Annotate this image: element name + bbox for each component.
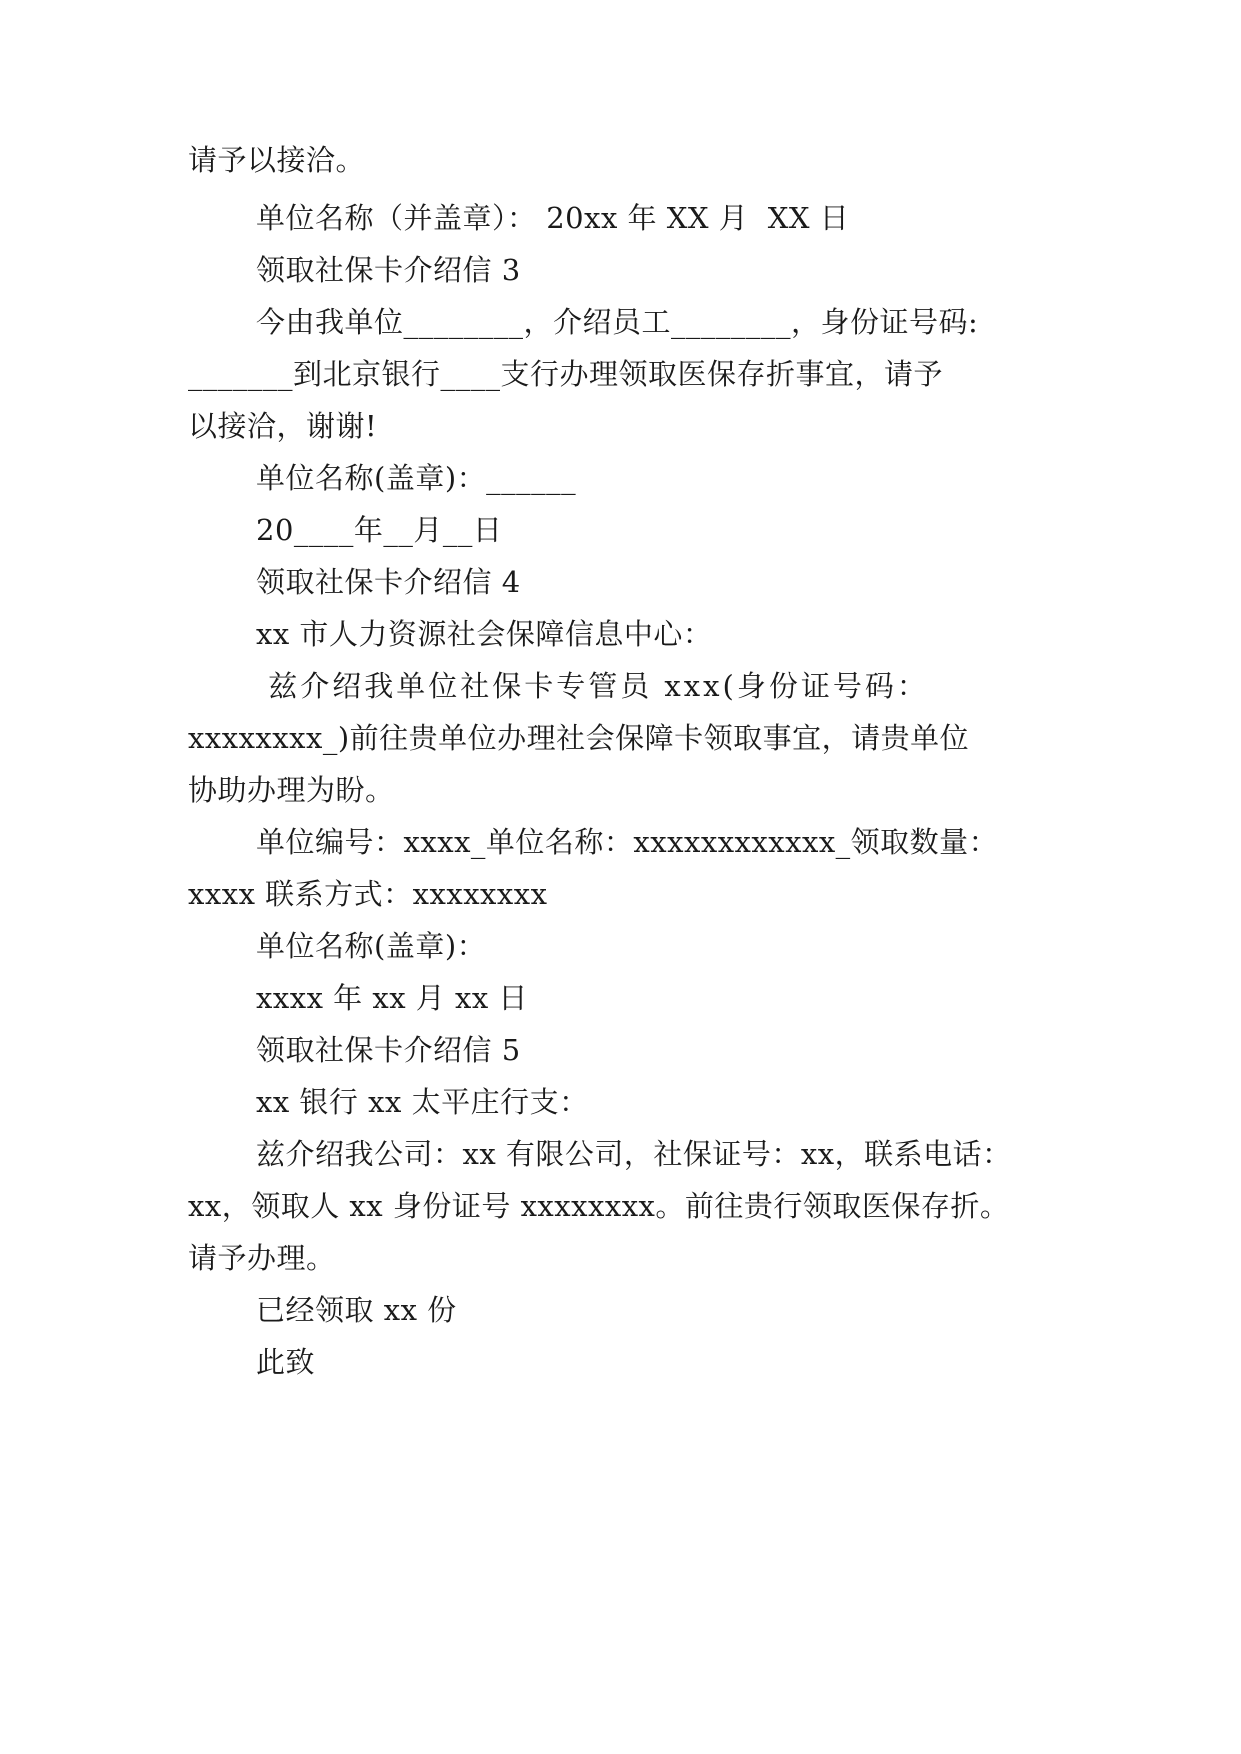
- text-line: 以接洽，谢谢!: [188, 409, 378, 443]
- text-line: 单位名称（并盖章）： 20xx 年 XX 月 XX 日: [256, 201, 850, 235]
- text-line: xx 银行 xx 太平庄行支：: [256, 1085, 589, 1119]
- text-line: 20____年__月__日: [256, 513, 503, 547]
- text-line: 单位编号：xxxx_单位名称：xxxxxxxxxxxx_领取数量：: [256, 825, 999, 859]
- text-line: 已经领取 xx 份: [256, 1293, 457, 1327]
- text-line: xxxx 联系方式：xxxxxxxx: [188, 877, 548, 911]
- text-line: 协助办理为盼。: [188, 773, 395, 807]
- text-line: xx 市人力资源社会保障信息中心：: [256, 617, 713, 651]
- text-line: 兹介绍我单位社保卡专管员 xxx(身份证号码：: [256, 669, 929, 703]
- text-line: xxxxxxxx_)前往贵单位办理社会保障卡领取事宜，请贵单位: [188, 721, 970, 755]
- text-line: 此致: [256, 1345, 316, 1379]
- text-line: 单位名称(盖章)：______: [256, 461, 577, 495]
- text-line: 请予以接洽。: [188, 143, 366, 177]
- section-heading: 领取社保卡介绍信 5: [256, 1033, 521, 1067]
- text-line: 单位名称(盖章)：: [256, 929, 487, 963]
- text-line: 今由我单位________，介绍员工________，身份证号码:: [256, 305, 979, 339]
- text-line: xx，领取人 xx 身份证号 xxxxxxxx。前往贵行领取医保存折。: [188, 1189, 1010, 1223]
- text-line: _______到北京银行____支行办理领取医保存折事宜，请予: [188, 357, 944, 391]
- text-line: 兹介绍我公司：xx 有限公司，社保证号：xx，联系电话：: [256, 1137, 1012, 1171]
- section-heading: 领取社保卡介绍信 4: [256, 565, 521, 599]
- section-heading: 领取社保卡介绍信 3: [256, 253, 521, 287]
- text-line: xxxx 年 xx 月 xx 日: [256, 981, 528, 1015]
- text-line: 请予办理。: [188, 1241, 336, 1275]
